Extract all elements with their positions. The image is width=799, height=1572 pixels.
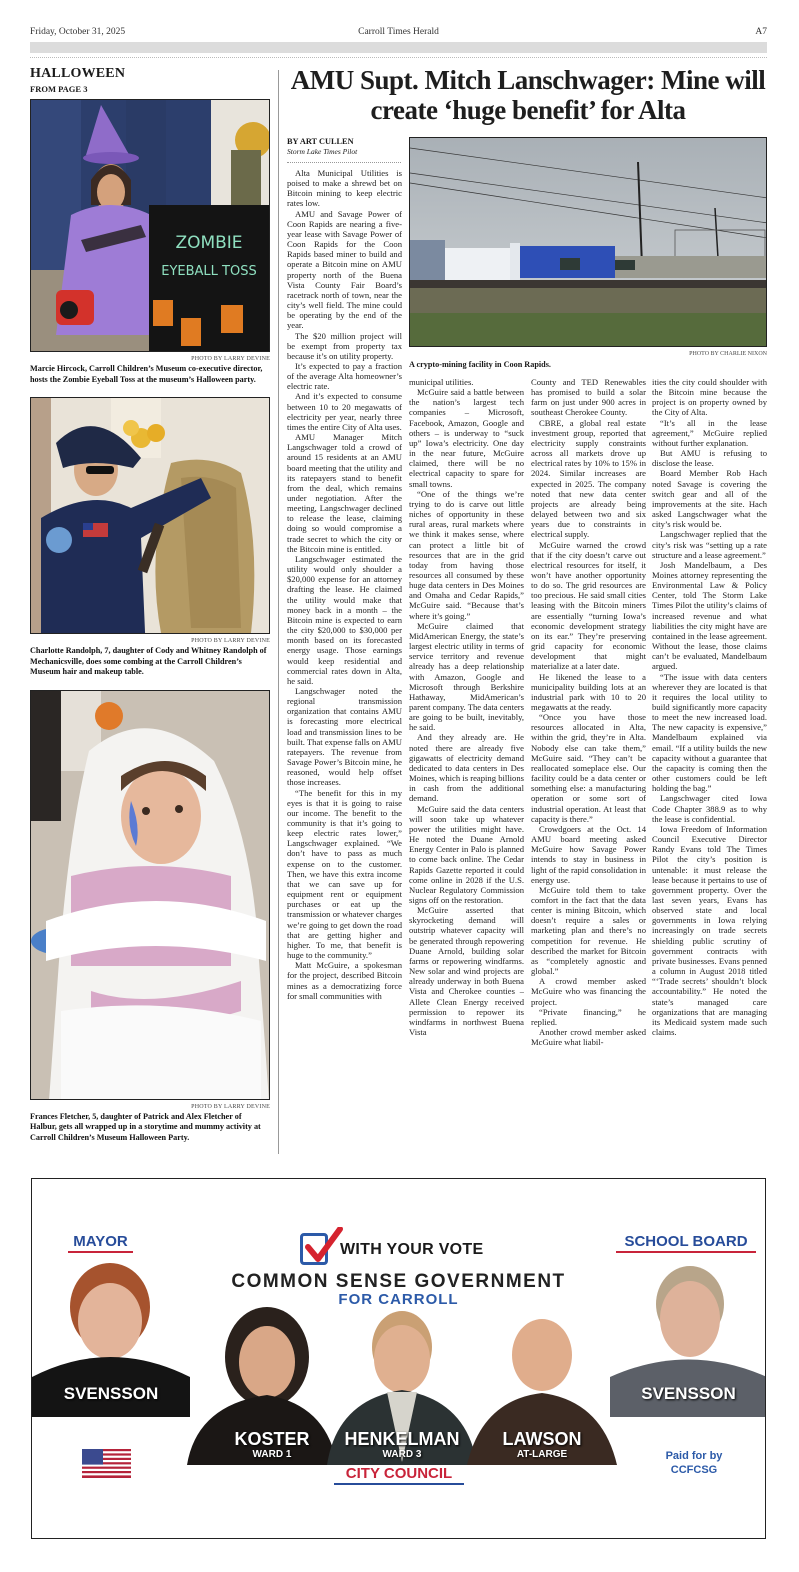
paragraph: Alta Municipal Utilities is poised to make a shrewd bet on Bitcoin mining to keep electric rates low. [287,168,402,209]
photo-image [31,691,270,1100]
paragraph: Crowdgoers at the Oct. 14 AMU board meeting asked McGuire how Savage Power intends to stay in business in light of the rapid consolidation in energy use. [531,823,646,885]
article-column-4 [652,377,767,1162]
paragraph: McGuire asserted that skyrocketing demand will outstrip whatever capacity will be generated through repowering Duane Arnold, building solar farms or repowering windfarms. New solar and wind projects are already underway in both Buena Vista and Cherokee counties – Allete Clean Energy received permission to repower its windfarms in northwest Buena Vista [409,905,524,1037]
paid-for-committee: CCFCSG [670,1464,718,1476]
photo-crypto-mining-facility [409,137,767,347]
paragraph: McGuire warned the crowd that if the city doesn’t carve out electrical resources for itself, it won’t have another opportunity to do so. The grid resources are too precious. He said small cities leasing with the Bitcoin miners are essentially “turning Iowa’s economic development strategy on its ear.” They’re preserving grid capacity for economic development that might materialize at a later date. [531,539,646,672]
paragraph: “Private financing,” he replied. [531,1006,646,1027]
paragraph: County and TED Renewables has promised to build a solar farm on just under 900 acres in southeast Cherokee County. [531,377,646,418]
byline-divider [287,162,401,163]
paragraph: McGuire told them to take comfort in the fact that the data center is mining Bitcoin, which doesn’t require a sales or marketing plan and there’s no competition for revenue. He described the market for Bitcoin as “completely agnostic and global.” [531,884,646,977]
newspaper-name: Carroll Times Herald [358,27,439,37]
photo-credit: PHOTO BY LARRY DEVINE [191,356,270,362]
candidate-name: SVENSSON [641,1384,736,1403]
header-divider [30,57,767,58]
candidate-ward: AT-LARGE [516,1449,568,1460]
paragraph: McGuire said a battle between the nation’s largest tech companies – Microsoft, Facebook, Amazon, Google and others – is underway to “suck up” Iowa’s electricity. One day in the near future, McGuire claimed, there will be no electrical capacity to spare for small towns. [409,387,524,489]
photo-image [31,100,270,352]
article-column-1 [287,168,402,1158]
city-council-label-text: CITY COUNCIL [345,1465,453,1482]
author-publication: Storm Lake Times Pilot [287,147,358,156]
photo-image [410,138,767,347]
paragraph: It’s expected to pay a fraction of the average Alta homeowner’s electric rate. [287,360,402,392]
candidate-henkelman-portrait [327,1307,477,1465]
candidate-name: SVENSSON [63,1384,159,1403]
article-column-3 [531,377,646,1162]
paragraph: Josh Mandelbaum, a Des Moines attorney representing the Environmental Law & Policy Center, told The Storm Lake Times Pilot the utility’s claims of increased revenue and what liabilities the city might have are contained in the lease agreement. Without the lease, those claims can’t be evaluated, Mandelbaum argued. [652,559,767,672]
photo-mummy-wrap [30,690,270,1100]
ad-tagline: WITH YOUR VOTE [340,1241,484,1258]
school-board-label-text: SCHOOL BOARD [624,1233,748,1250]
section-kicker: HALLOWEEN [30,66,126,81]
jump-line: FROM PAGE 3 [30,84,88,94]
paragraph: AMU Manager Mitch Langschwager told a crowd of around 15 residents at an AMU board meeting that the utility and its ratepayers stand to benefit from the deal, which remains under negotiation. After the meeting, Langschwager declined to release the lease, claiming doing so would compromise a trade secret to which the city or the Bitcoin mine is entitled. [287,432,402,554]
paragraph: Langschwager estimated the utility would only shoulder a $20,000 expense for an attorney drafting the lease. He claimed the utility would make that money back in a month – the Bitcoin mine is expected to earn the city $20,000 to $30,000 per month based on its forecasted energy usage. Those earnings would keep residential and commercial rates down in Alta, he said. [287,553,402,686]
paragraph: ities the city could shoulder with the Bitcoin mine because the project is on property owned by the City of Alta. [652,377,767,418]
paragraph: AMU and Savage Power of Coon Rapids are nearing a five-year lease with Savage Power of Coon Rapids for the Coon Rapids based miner to build and operate a Bitcoin mine on AMU property north of the Buena Vista County Fair Board’s racetrack north of town, near the city’s well field. The mine could be operating by the end of the year. [287,208,402,331]
photo-credit: PHOTO BY LARRY DEVINE [191,638,270,644]
paragraph: McGuire claimed that MidAmerican Energy, the state’s largest electric utility in terms of service territory and revenue already has a deep relationship with Amazon, Google and Microsoft through Berkshire Hathaway, MidAmerican’s parent company. The data centers are going to be built, inevitably, he said. [409,620,524,733]
mayor-label-text: MAYOR [73,1233,128,1250]
paragraph: Langschwager replied that the city’s risk was “setting up a rate structure and a lease agreement.” [652,529,767,560]
column-divider [278,70,279,1154]
paragraph: “One of the things we’re trying to do is carve out little niches of opportunity in these rural areas, rural markets where we think it makes sense, where can protect a little bit of resources that are in the grid today from having those resources all consumed by these huge data centers in Des Moines and Omaha and Cedar Rapids,” McGuire said. “Because that’s where it’s going.” [409,488,524,621]
paragraph: “It’s all in the lease agreement,” McGuire replied without further explanation. [652,417,767,448]
byline [287,137,401,163]
candidate-name: HENKELMAN [344,1429,460,1449]
paragraph: Board Member Rob Hach noted Savage is covering the switch gear and all of the improvements at the site. Hach asked Langschwager what the city’s risk would be. [652,468,767,530]
paragraph: A crowd member asked McGuire who was financing the project. [531,976,646,1007]
paragraph: The $20 million project will be exempt from property tax because it’s on utility property. [287,330,402,361]
paragraph: Matt McGuire, a spokesman for the project, described Bitcoin mines as a democratizing force for small communities with [287,960,402,1001]
candidate-ward: WARD 3 [382,1449,422,1460]
city-council-label [334,1465,464,1485]
paragraph: “Once you have those resources allocated in Alta, within the grid, they’re in Alta. Nobody else can take them,” McGuire said. “They can’t be reallocated someplace else. Our facility could be a data center or something else: a manufacturing operation or some sort of industrial operation. At least that capacity is there.” [531,712,646,824]
paid-for-disclaimer [644,1449,744,1477]
sign-text-eyeball-toss: EYEBALL TOSS [161,264,257,279]
mayor-label [68,1233,133,1253]
paragraph: CBRE, a global real estate investment group, reported that electricity supply constraints across all markets drove up electrical rates by 10% to 15% in 2024. Similar increases are expected in 2025. The company noted that new data center projects are already being delayed between two and six years due to constraints in electrical supply. [531,417,646,540]
paragraph: And they already are. He noted there are already five gigawatts of electricity demand dedicated to data centers in Des Moines, which is reaping billions in cash from the additional demand. [409,732,524,804]
issue-date: Friday, October 31, 2025 [30,27,126,37]
candidate-name: LAWSON [502,1429,582,1449]
author-name: BY ART CULLEN [287,137,354,146]
paragraph: But AMU is refusing to disclose the lease. [652,448,767,469]
paragraph: “The issue with data centers wherever they are located is that it requires the local utility to build significantly more capacity to meet the new increased load. The new capacity is expensive,” Mandelbaum explained via email. “If a utility builds the new capacity without a guarantee that the capacity is coming then the other customers could be left holding the bag.” [652,671,767,794]
photo-credit: PHOTO BY CHARLIE NIXON [689,351,767,357]
paragraph: Langschwager noted the regional transmission organization that contains AMU is forecasting more electrical load and transmission lines to be built. That expense falls on AMU ratepayers. The revenue from Savage Power’s Bitcoin mine, he reasoned, would help offset those increases. [287,685,402,788]
article-column-2 [409,377,524,1162]
candidate-name: KOSTER [234,1429,310,1449]
ad-subhead: FOR CARROLL [338,1291,459,1308]
photo-caption: A crypto-mining facility in Coon Rapids. [409,360,551,369]
candidate-mayor-portrait [32,1259,190,1417]
candidate-ward: WARD 1 [252,1449,292,1460]
photo-caption: Frances Fletcher, 5, daughter of Patrick and Alex Fletcher of Halbur, gets all wrapped up in a storytime and mummy activity at Carroll Children’s Museum Halloween Party. [30,1111,261,1142]
paragraph: He likened the lease to a municipality building lots at an industrial park with 10 to 20 megawatts at the ready. [531,671,646,712]
political-advertisement [31,1178,766,1539]
paragraph: McGuire said the data centers will soon take up whatever power the utilities might have. He noted the Duane Arnold Energy Center in Palo is planned to come back online. The Cedar Rapids Gazette reported it could come online in 2028 if the U.S. Nuclear Regulatory Commission signs off on the restoration. [409,803,524,905]
header-bar [30,42,767,53]
paid-for-line: Paid for by [665,1450,723,1462]
ad-headline: COMMON SENSE GOVERNMENT [231,1271,566,1292]
us-flag-icon [82,1449,131,1478]
paragraph: “The benefit for this in my eyes is that it is going to raise our income. The benefit to the community is that it’s going to keep electric rates lower,” Langschwager explained. “We don’t have to pass as much expense on to the customer. Then, we have this extra income that we can save up for equipment rent or equipment purchases or eat up the transmission or whatever charges we’re going to get down the road that are getting higher and higher. To me, that benefit is huge to the community.” [287,787,402,961]
paragraph: And it’s expected to consume between 10 to 20 megawatts of electricity per year, nearly three times the entire City of Alta uses. [287,391,402,432]
paragraph: Langschwager cited Iowa Code Chapter 388.9 as to why the lease is confidential. [652,793,767,824]
photo-hair-combing [30,397,270,634]
school-board-label [616,1233,756,1253]
page-number: A7 [755,27,767,37]
candidate-school-board-portrait [610,1259,766,1417]
sign-text-zombie: ZOMBIE [175,233,243,253]
paragraph: municipal utilities. [409,377,474,387]
paragraph: Iowa Freedom of Information Council Executive Director Randy Evans told The Times Pilot the city’s position is untenable: it must release the lease because it pertains to use of government property. Over the last seven years, Evans has observed state and local governments in Iowa relying increasingly on trade secrets shielding public scrutiny of government contracts with private businesses. Evans penned a column in August 2018 titled “‘Trade secrets’ shouldn’t block accountability.” He noted the state’s managed care organizations that are managing its Medicaid system made such claims. [652,823,767,1037]
article-headline: AMU Supt. Mitch Lanschwager: Mine will create ‘huge benefit’ for Alta [290,65,766,125]
checkmark-icon [304,1227,344,1267]
photo-caption: Marcie Hircock, Carroll Children’s Museum co-executive director, hosts the Zombie Eyeball Toss at the museum’s Halloween party. [30,364,263,384]
candidate-koster-portrait [187,1307,337,1465]
photo-image [31,398,270,634]
page-folio [30,27,767,41]
photo-caption: Charlotte Randolph, 7, daughter of Cody and Whitney Randolph of Mechanicsville, does some combing at the Carroll Children’s Museum hair and makeup table. [30,646,267,676]
halloween-column [30,66,270,1143]
candidate-lawson-portrait [467,1307,617,1465]
paragraph: Another crowd member asked McGuire what liabil- [531,1027,646,1048]
photo-zombie-eyeball-toss [30,99,270,352]
photo-credit: PHOTO BY LARRY DEVINE [191,1103,270,1110]
